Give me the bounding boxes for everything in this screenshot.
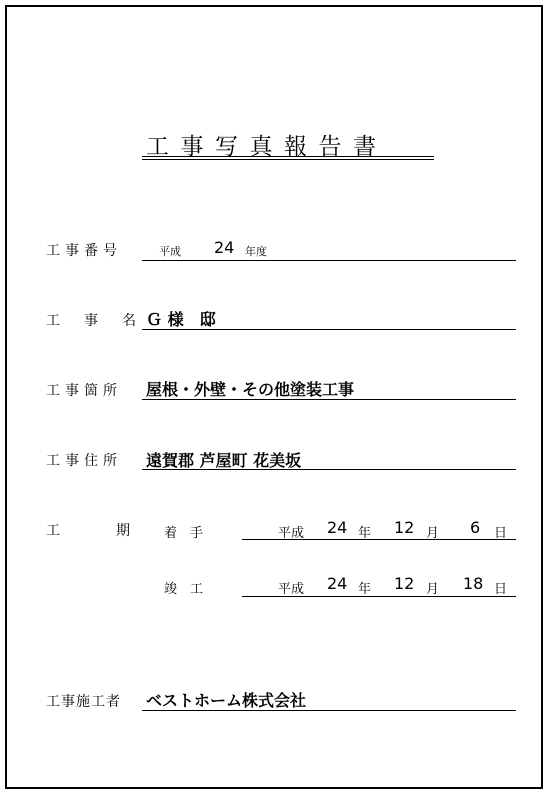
period-end-year-unit: 年 (358, 582, 372, 597)
construction-name-label: 工 事 名 (46, 313, 141, 329)
contractor-value: ベストホーム株式会社 (146, 691, 307, 710)
period-label-left: 工 (46, 523, 65, 539)
construction-number-suffix: 年度 (245, 245, 267, 258)
construction-number-year: 24 (214, 238, 235, 257)
period-end-label: 竣 工 (164, 582, 204, 597)
construction-address-line (142, 469, 516, 470)
period-end-month-unit: 月 (426, 582, 440, 597)
period-end-day: 18 (463, 574, 484, 593)
period-end-day-unit: 日 (494, 582, 508, 597)
contractor-label: 工事施工者 (46, 694, 121, 710)
period-end-era: 平成 (278, 582, 305, 597)
period-end-line (242, 596, 516, 597)
period-start-month: 12 (394, 518, 415, 537)
period-end-month: 12 (394, 574, 415, 593)
title-underline-double (142, 159, 434, 160)
period-start-year: 24 (327, 518, 348, 537)
period-end-year: 24 (327, 574, 348, 593)
title-underline (142, 156, 434, 157)
period-start-era: 平成 (278, 526, 305, 541)
construction-address-value: 遠賀郡 芦屋町 花美坂 (146, 451, 302, 470)
period-start-label: 着 手 (164, 526, 204, 541)
period-start-day: 6 (470, 518, 481, 537)
construction-name-value: Ｇ 様 邸 (146, 310, 216, 329)
period-start-day-unit: 日 (494, 526, 508, 541)
period-start-year-unit: 年 (358, 526, 372, 541)
construction-number-line (142, 260, 516, 261)
construction-number-label: 工事番号 (46, 243, 122, 259)
construction-number-era: 平成 (159, 245, 181, 258)
construction-place-label: 工事箇所 (46, 383, 122, 399)
contractor-line (142, 710, 516, 711)
construction-address-label: 工事住所 (46, 453, 122, 469)
page-title: 工事写真報告書 (146, 134, 388, 160)
period-start-line (242, 539, 516, 540)
period-start-month-unit: 月 (426, 526, 440, 541)
construction-name-line (142, 329, 516, 330)
construction-place-value: 屋根・外壁・その他塗装工事 (146, 380, 355, 399)
construction-place-line (142, 399, 516, 400)
period-label-right: 期 (116, 523, 135, 539)
